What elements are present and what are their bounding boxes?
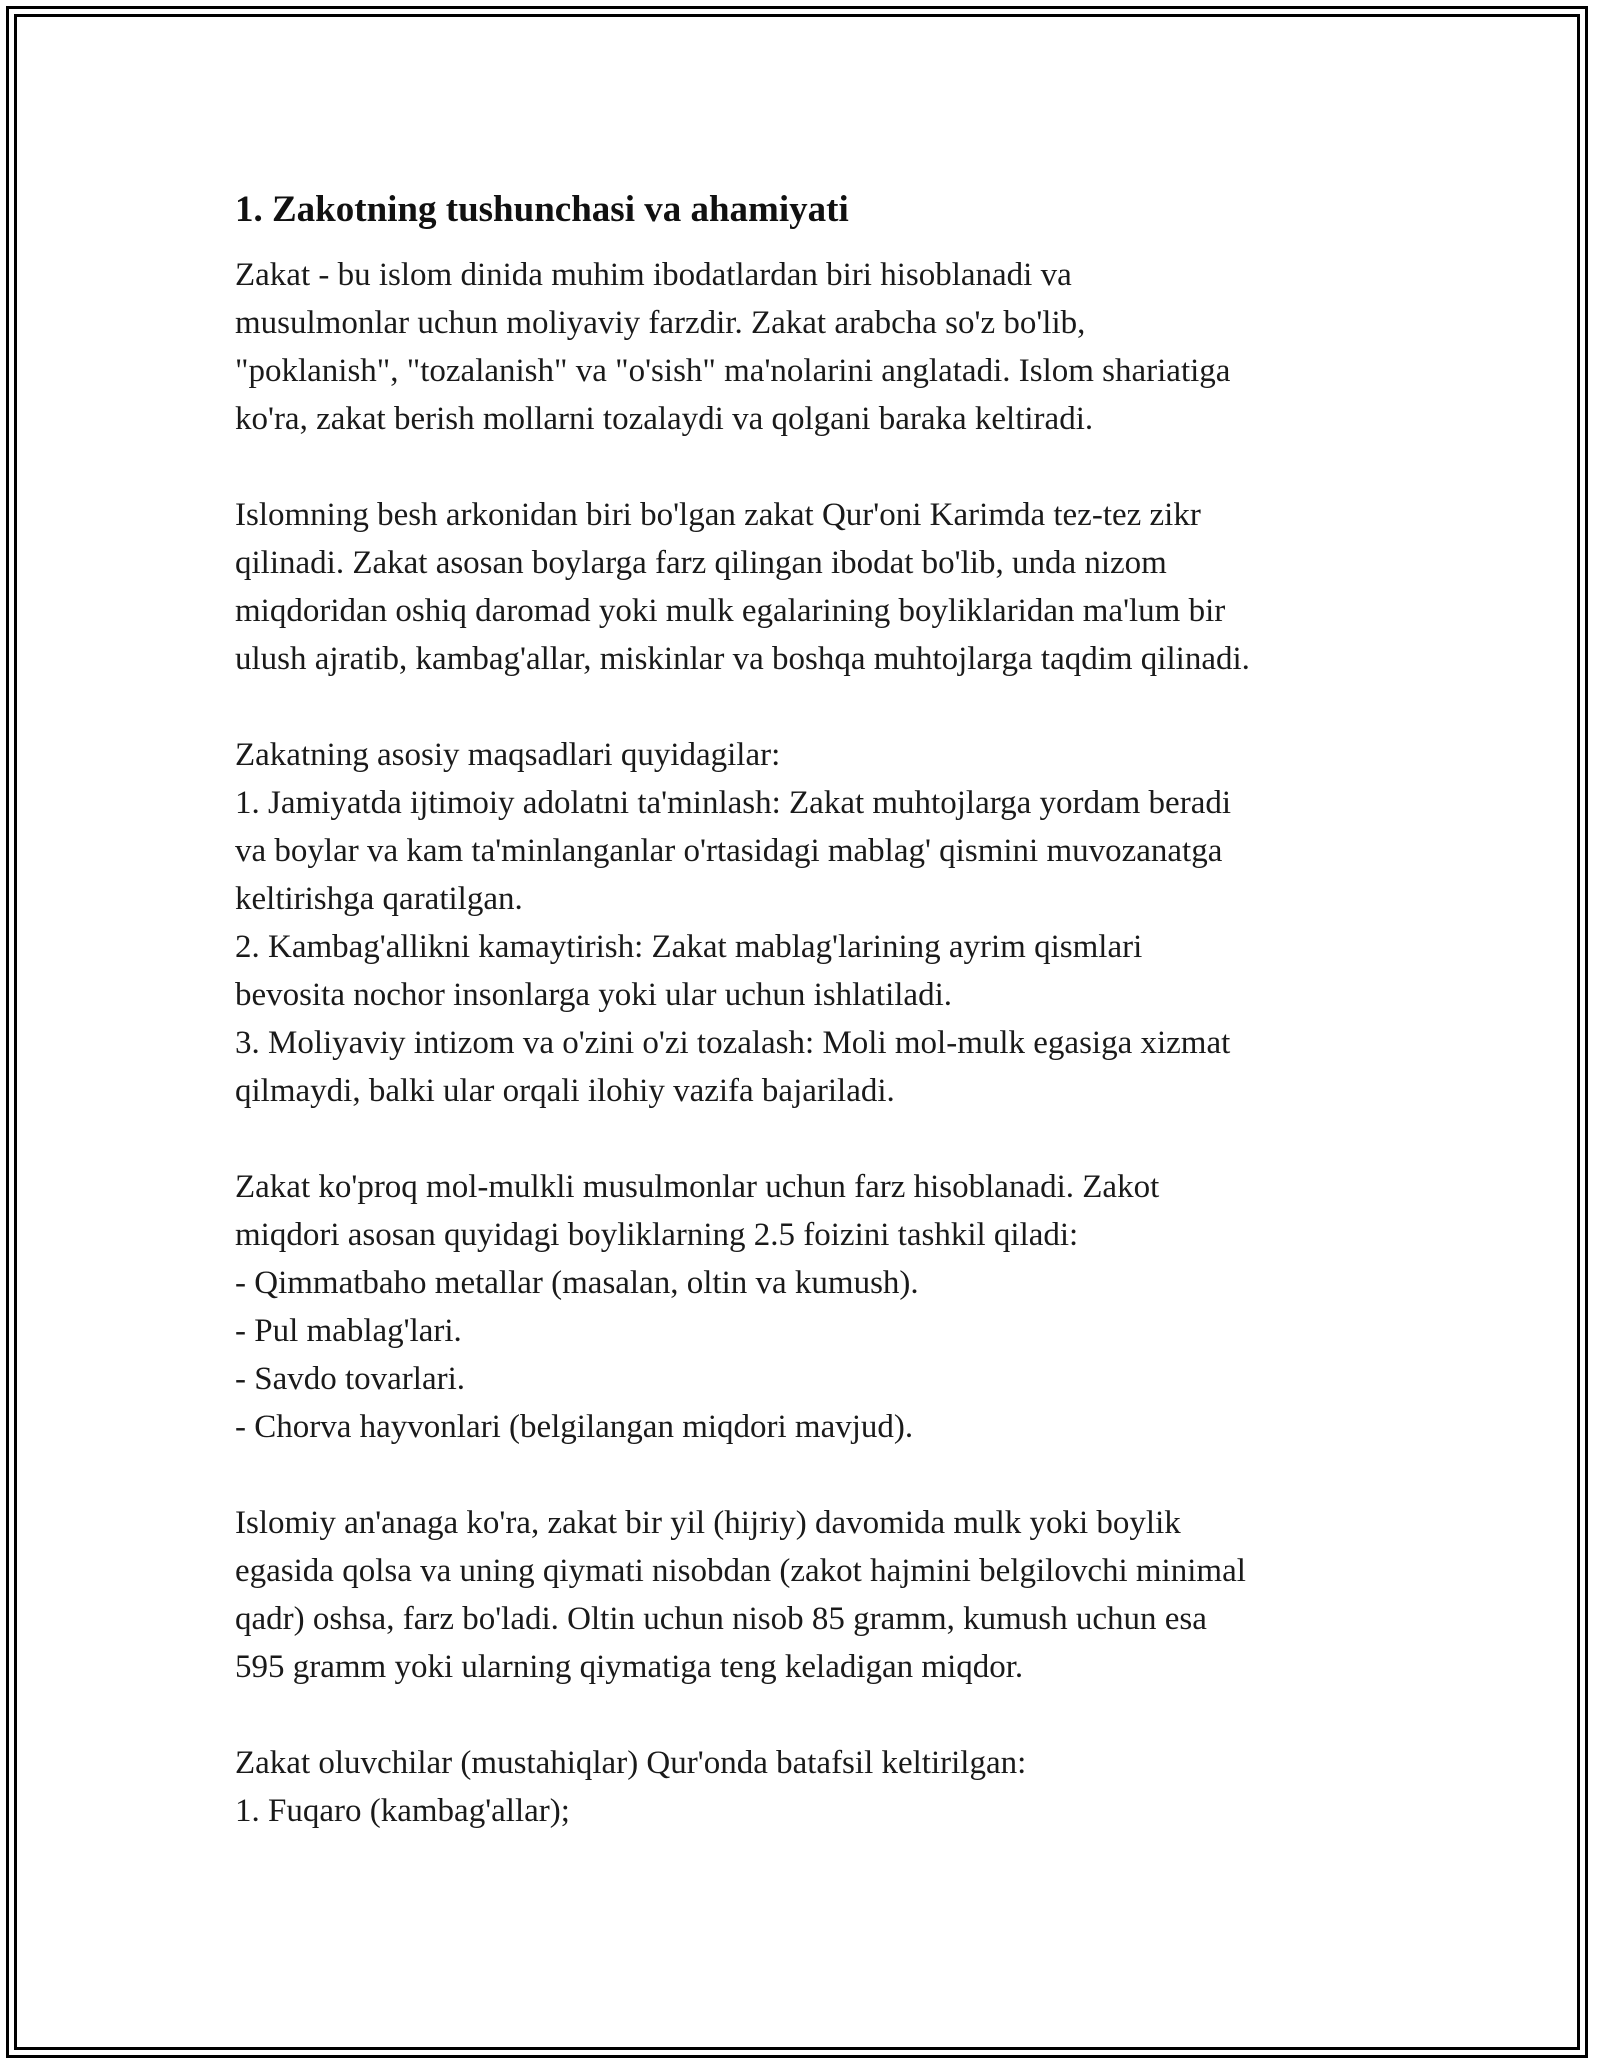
- text-line: - Savdo tovarlari.: [235, 1361, 466, 1397]
- text-line: Islomiy an'anaga ko'ra, zakat bir yil (hijriy) davomida mulk yoki boylik: [235, 1505, 1181, 1541]
- text-line: musulmonlar uchun moliyaviy farzdir. Zakat arabcha so'z bo'lib,: [235, 305, 1086, 341]
- text-line: Zakatning asosiy maqsadlari quyidagilar:: [235, 737, 781, 773]
- text-line: ulush ajratib, kambag'allar, miskinlar va boshqa muhtojlarga taqdim qilinadi.: [235, 641, 1250, 677]
- text-line: "poklanish", "tozalanish" va "o'sish" ma'nolarini anglatadi. Islom shariatiga: [235, 353, 1231, 389]
- text-line: 3. Moliyaviy intizom va o'zini o'zi tozalash: Moli mol-mulk egasiga xizmat: [235, 1025, 1231, 1061]
- text-line: 1. Jamiyatda ijtimoiy adolatni ta'minlash: Zakat muhtojlarga yordam beradi: [235, 785, 1232, 821]
- text-line: - Qimmatbaho metallar (masalan, oltin va kumush).: [235, 1265, 919, 1301]
- section-heading: 1. Zakotning tushunchasi va ahamiyati: [235, 189, 849, 230]
- paragraph: [235, 1499, 1375, 1691]
- text-line: 595 gramm yoki ularning qiymatiga teng keladigan miqdor.: [235, 1649, 1024, 1685]
- text-line: va boylar va kam ta'minlanganlar o'rtasidagi mablag' qismini muvozanatga: [235, 833, 1223, 869]
- document-body: [235, 186, 1375, 1883]
- text-line: bevosita nochor insonlarga yoki ular uchun ishlatiladi.: [235, 977, 952, 1013]
- paragraphs-container: [235, 251, 1375, 1835]
- text-line: qilmaydi, balki ular orqali ilohiy vazifa bajariladi.: [235, 1073, 895, 1109]
- text-line: - Pul mablag'lari.: [235, 1313, 462, 1349]
- text-line: Islomning besh arkonidan biri bo'lgan zakat Qur'oni Karimda tez-tez zikr: [235, 497, 1201, 533]
- text-line: ko'ra, zakat berish mollarni tozalaydi va qolgani baraka keltiradi.: [235, 401, 1094, 437]
- text-line: qilinadi. Zakat asosan boylarga farz qilingan ibodat bo'lib, unda nizom: [235, 545, 1167, 581]
- text-line: keltirishga qaratilgan.: [235, 881, 523, 917]
- paragraph: [235, 731, 1375, 1115]
- text-line: qadr) oshsa, farz bo'ladi. Oltin uchun nisob 85 gramm, kumush uchun esa: [235, 1601, 1207, 1637]
- text-line: 1. Fuqaro (kambag'allar);: [235, 1793, 570, 1829]
- paragraph: [235, 1739, 1375, 1835]
- text-line: miqdoridan oshiq daromad yoki mulk egalarining boyliklaridan ma'lum bir: [235, 593, 1226, 629]
- paragraph: [235, 251, 1375, 443]
- text-line: miqdori asosan quyidagi boyliklarning 2.5 foizini tashkil qiladi:: [235, 1217, 1079, 1253]
- paragraph: [235, 1163, 1375, 1451]
- text-line: - Chorva hayvonlari (belgilangan miqdori mavjud).: [235, 1409, 914, 1445]
- text-line: Zakat - bu islom dinida muhim ibodatlardan biri hisoblanadi va: [235, 257, 1072, 293]
- text-line: egasida qolsa va uning qiymati nisobdan (zakot hajmini belgilovchi minimal: [235, 1553, 1246, 1589]
- text-line: Zakat oluvchilar (mustahiqlar) Qur'onda batafsil keltirilgan:: [235, 1745, 1027, 1781]
- text-line: Zakat ko'proq mol-mulkli musulmonlar uchun farz hisoblanadi. Zakot: [235, 1169, 1160, 1205]
- text-line: 2. Kambag'allikni kamaytirish: Zakat mablag'larining ayrim qismlari: [235, 929, 1143, 965]
- paragraph: [235, 491, 1375, 683]
